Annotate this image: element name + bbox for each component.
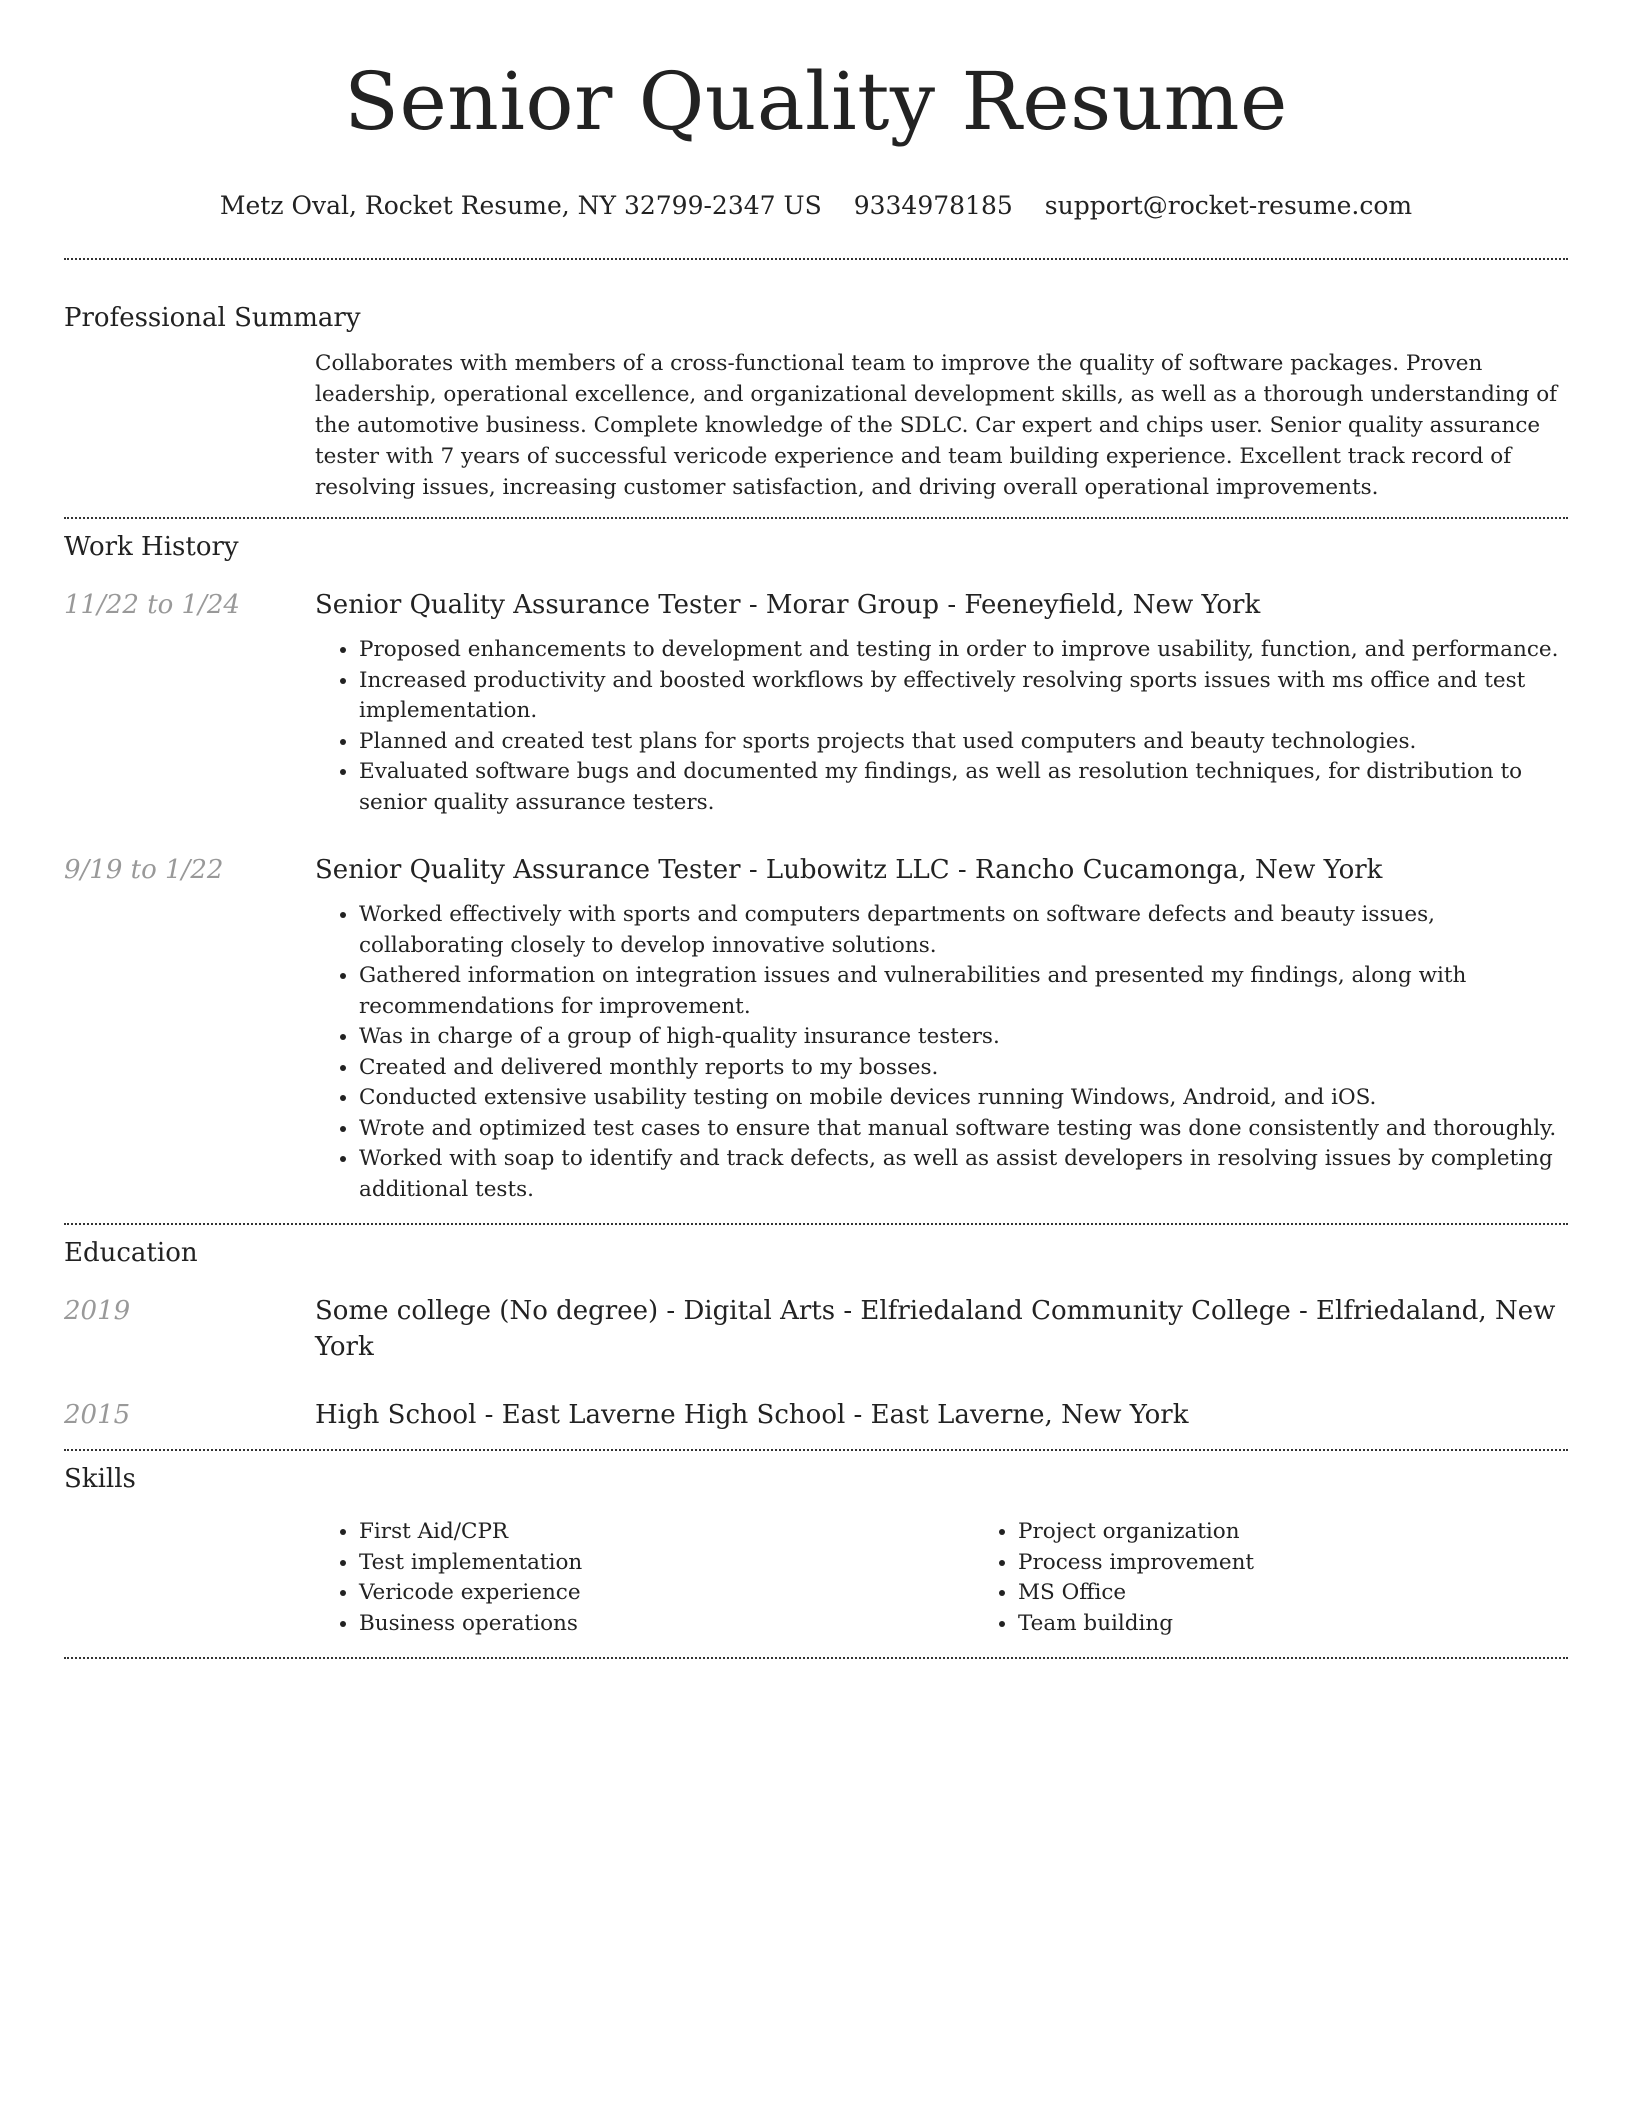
work-history-heading: Work History (64, 532, 239, 562)
skills-column-left (315, 1517, 974, 1639)
job-bullet: • Created and delivered monthly reports to my bosses. (359, 1053, 1568, 1084)
education-year: 2019 (64, 1296, 131, 1326)
job-bullet: • Increased productivity and boosted workflows by effectively resolving sports issues with ms office and test implementation. (359, 666, 1568, 727)
contact-phone: 9334978185 (853, 191, 1013, 220)
job-bullet: • Proposed enhancements to development and testing in order to improve usability, function, and performance. (359, 635, 1568, 666)
job-bullet: • Worked effectively with sports and computers departments on software defects and beauty issues, collaborating closely to develop innovative solutions. (359, 900, 1568, 961)
skill-item: • First Aid/CPR (359, 1517, 974, 1548)
education-section (64, 1225, 1568, 1433)
job-bullet: • Gathered information on integration issues and vulnerabilities and presented my findings, along with recommendations for improvement. (359, 961, 1568, 1022)
job-bullet: • Worked with soap to identify and track defects, as well as assist developers in resolving issues by completing additional tests. (359, 1144, 1568, 1205)
work-history-section (64, 519, 1568, 1205)
education-heading: Education (64, 1238, 198, 1268)
job-bullet: • Evaluated software bugs and documented my findings, as well as resolution techniques, for distribution to senior quality assurance testers. (359, 757, 1568, 818)
education-year: 2015 (64, 1400, 131, 1430)
job-dates: 9/19 to 1/22 (64, 855, 224, 885)
skill-item: • Project organization (1018, 1517, 1632, 1548)
contact-line (64, 188, 1568, 224)
education-entry (64, 1397, 1568, 1433)
skill-item: • Test implementation (359, 1548, 974, 1579)
contact-address: Metz Oval, Rocket Resume, NY 32799-2347 US (219, 191, 822, 220)
job-bullet: • Planned and created test plans for sports projects that used computers and beauty technologies. (359, 727, 1568, 758)
skills-list (315, 1517, 1568, 1639)
summary-text: Collaborates with members of a cross-functional team to improve the quality of software packages. Proven leadership, operational excellence, and organizational development skills, as well as a thorough understanding of the automotive business. Complete knowledge of the SDLC. Car expert and chips user. Senior quality assurance tester with 7 years of successful vericode experience and team building experience. Excellent track record of resolving issues, increasing customer satisfaction, and driving overall operational improvements. (315, 351, 1558, 500)
job-bullets (315, 635, 1568, 818)
job-bullet: • Conducted extensive usability testing on mobile devices running Windows, Android, and iOS. (359, 1083, 1568, 1114)
job-dates: 11/22 to 1/24 (64, 590, 240, 620)
summary-section (64, 260, 1568, 503)
skill-item: • Team building (1018, 1609, 1632, 1640)
education-details: High School - East Laverne High School - East Laverne, New York (315, 1400, 1189, 1430)
job-bullet: • Wrote and optimized test cases to ensure that manual software testing was done consistently and thoroughly. (359, 1114, 1568, 1145)
contact-email: support@rocket-resume.com (1044, 191, 1413, 220)
skills-heading: Skills (64, 1464, 136, 1494)
skill-item: • MS Office (1018, 1578, 1632, 1609)
education-entry (64, 1293, 1568, 1365)
job-bullet: • Was in charge of a group of high-quality insurance testers. (359, 1022, 1568, 1053)
education-details: Some college (No degree) - Digital Arts - Elfriedaland Community College - Elfriedaland, New York (315, 1296, 1556, 1362)
job-entry (64, 587, 1568, 818)
skills-section (64, 1451, 1568, 1639)
section-divider (64, 1657, 1568, 1659)
skill-item: • Process improvement (1018, 1548, 1632, 1579)
skill-item: • Business operations (359, 1609, 974, 1640)
job-title: Senior Quality Assurance Tester - Morar Group - Feeneyfield, New York (315, 590, 1261, 620)
skills-column-right (974, 1517, 1632, 1639)
summary-heading: Professional Summary (64, 303, 361, 333)
job-entry (64, 852, 1568, 1205)
skill-item: • Vericode experience (359, 1578, 974, 1609)
resume-name: Senior Quality Resume (344, 55, 1288, 148)
resume-header (64, 0, 1568, 224)
job-title: Senior Quality Assurance Tester - Lubowitz LLC - Rancho Cucamonga, New York (315, 855, 1383, 885)
job-bullets (315, 900, 1568, 1205)
